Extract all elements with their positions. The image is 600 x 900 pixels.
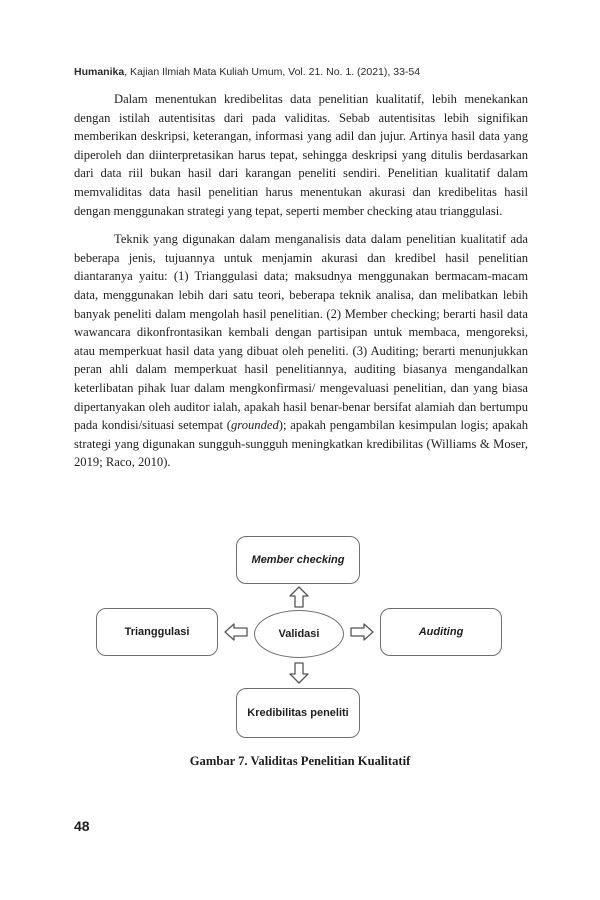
node-member-checking: Member checking: [236, 536, 360, 584]
running-header: [74, 66, 420, 78]
arrow-left-icon: [224, 622, 248, 642]
node-trianggulasi: Trianggulasi: [96, 608, 218, 656]
paragraph-2-text-a: Teknik yang digunakan dalam menganalisis data dalam penelitian kualitatif ada beberapa jenis, tujuannya untuk menjamin akurasi dan kredibel hasil penelitian diantaranya yaitu: (1) Trianggulasi data; maksudnya menggunakan bermacam-macam data, menggunakan lebih dari satu teori, beberapa teknik analisa, dan melibatkan lebih banyak peneliti dalam mengolah hasil penelitian. (2) Member checking; berarti hasil data wawancara dikonfrontasikan kembali dengan partisipan untuk membaca, mengoreksi, atau memperkuat hasil data yang dibuat oleh peneliti. (3) Auditing; berarti menunjukkan peran ahli dalam memperkuat hasil penelitiannya, auditing biasanya mengandalkan keterlibatan pihak luar dalam mengkonfirmasi/ mengevaluasi penelitian, dan yang biasa dipertanyakan oleh auditor ialah, apakah hasil benar-benar bersifat alamiah dan bertumpu pada kondisi/situasi setempat (: [74, 232, 528, 433]
paragraph-2-italic-term: grounded: [230, 418, 279, 433]
node-validasi: Validasi: [254, 610, 344, 658]
arrow-down-icon: [288, 662, 310, 684]
arrow-up-icon: [288, 586, 310, 608]
node-kredibilitas-peneliti: Kredibilitas peneliti: [236, 688, 360, 738]
figure-caption: Gambar 7. Validitas Penelitian Kualitatif: [189, 754, 411, 768]
page-number: 48: [74, 818, 90, 834]
paragraph-2: [74, 230, 528, 472]
validity-diagram: [90, 528, 510, 748]
body-text: [74, 90, 528, 482]
journal-name: Humanika: [74, 66, 125, 78]
arrow-right-icon: [350, 622, 374, 642]
paragraph-2-text-b: ); apakah pengambilan kesimpulan logis; apakah strategi yang digunakan sungguh-sungguh meningkatkan kredibilitas (Williams & Moser, 2019; Raco, 2010).: [74, 418, 528, 470]
node-auditing: Auditing: [380, 608, 502, 656]
paragraph-1: Dalam menentukan kredibelitas data penelitian kualitatif, lebih menekankan dengan istilah autentisitas dari pada validitas. Sebab autentisitas lebih signifikan memberikan deskripsi, keterangan, informasi yang adil dan jujur. Artinya hasil data yang diperoleh dan diinterpretasikan harus tepat, sehingga deskripsi yang ditulis berdasarkan dari data riil bukan hasil dari karangan peneliti sendiri. Penelitian kualitatif dalam memvaliditas data hasil penelitian harus menentukan akurasi dan kredibelitas hasil dengan menggunakan strategi yang tepat, seperti member checking atau trianggulasi.: [74, 92, 528, 218]
journal-citation: , Kajian Ilmiah Mata Kuliah Umum, Vol. 21. No. 1. (2021), 33-54: [124, 66, 421, 78]
